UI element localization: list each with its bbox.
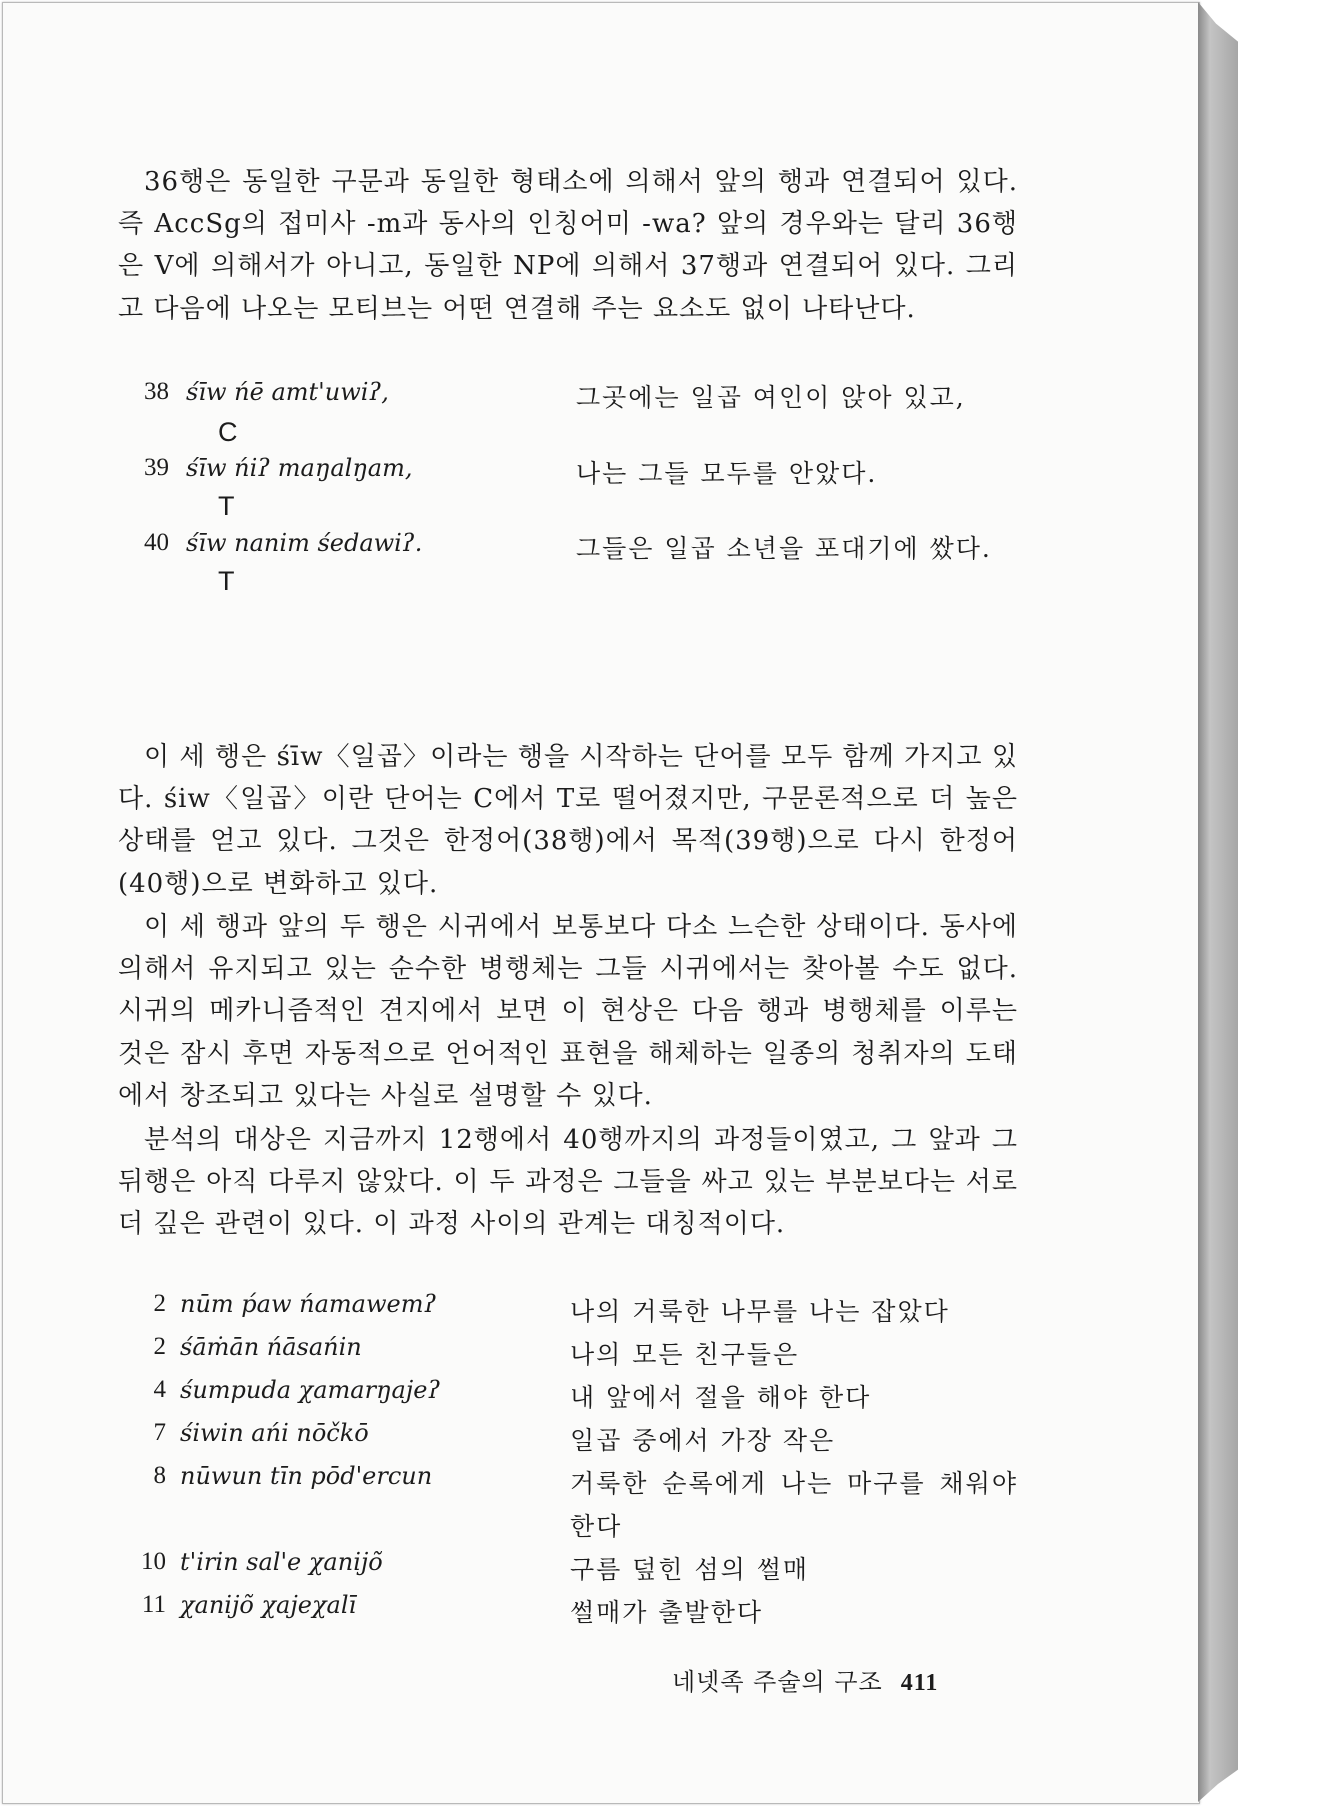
verse-mark: T [218, 491, 235, 521]
line-translation: 거룩한 순록에게 나는 마구를 채워야 한다 [570, 1469, 1018, 1541]
list-item [118, 1591, 1018, 1634]
verse-mark: T [218, 566, 235, 596]
page-edge [1198, 2, 1238, 1802]
line-list [118, 1290, 1018, 1634]
line-translation: 나의 모든 친구들은 [570, 1340, 800, 1369]
paragraph-4: 분석의 대상은 지금까지 12행에서 40행까지의 과정들이였고, 그 앞과 그 뒤행은 아직 다루지 않았다. 이 두 과정은 그들을 싸고 있는 부분보다는 서로 더 깊은 관련이 있다. 이 과정 사이의 관계는 대칭적이다. [118, 1125, 1018, 1240]
verse-row-38 [118, 378, 1048, 420]
line-translation: 나의 거룩한 나무를 나는 잡았다 [570, 1297, 950, 1326]
verse-translation: 그곳에는 일곱 여인이 앉아 있고, [576, 383, 966, 412]
line-number: 11 [141, 1591, 166, 1618]
verse-original: śīw nanim śedawiʔ. [186, 529, 423, 557]
line-number: 7 [153, 1419, 166, 1446]
verse-row-40 [118, 529, 1048, 571]
line-original: śumpuda χamarŋajeʔ [180, 1376, 441, 1404]
paragraph-2: 이 세 행은 śīw〈일곱〉이라는 행을 시작하는 단어를 모두 함께 가지고 있다. śiw〈일곱〉이란 단어는 C에서 T로 떨어졌지만, 구문론적으로 더 높은 상태를 얻고 있다. 그것은 한정어(38행)에서 목적(39행)으로 다시 한정어(40행)으로 변화하고 있다. [118, 742, 1018, 899]
verse-original: śīw ńē amt'uwiʔ, [186, 378, 389, 406]
line-original: nūwun tīn pōd'ercun [180, 1462, 433, 1490]
line-number: 2 [153, 1290, 166, 1317]
running-title: 네넷족 주술의 구조 [672, 1668, 883, 1696]
list-item [118, 1290, 1018, 1333]
list-item [118, 1376, 1018, 1419]
verse-translation: 그들은 일곱 소년을 포대기에 쌌다. [576, 534, 992, 563]
paragraph-1: 36행은 동일한 구문과 동일한 형태소에 의해서 앞의 행과 연결되어 있다. 즉 AccSg의 접미사 -m과 동사의 인칭어미 -wa? 앞의 경우와는 달리 36행은 V에 의해서가 아니고, 동일한 NP에 의해서 37행과 연결되어 있다. 그리고 다음에 나오는 모티브는 어떤 연결해 주는 요소도 없이 나타난다. [118, 167, 1018, 324]
line-translation: 일곱 중에서 가장 작은 [570, 1426, 836, 1455]
line-number: 2 [153, 1333, 166, 1360]
verse-original: śīw ńiʔ maŋalŋam, [186, 454, 413, 482]
line-original: śāṁān ńāsańin [180, 1333, 362, 1361]
verse-number: 39 [144, 454, 169, 481]
page-footer [672, 1662, 938, 1697]
list-item [118, 1419, 1018, 1462]
line-translation: 구름 덮힌 섬의 썰매 [570, 1555, 810, 1584]
verse-number: 40 [144, 529, 169, 556]
line-number: 4 [153, 1376, 166, 1403]
verse-translation: 나는 그들 모두를 안았다. [576, 459, 878, 488]
line-original: nūm ṕaw ńamawemʔ [180, 1290, 437, 1318]
verse-row-39 [118, 454, 1048, 496]
verse-number: 38 [144, 378, 169, 405]
line-number: 8 [153, 1462, 166, 1489]
list-item [118, 1462, 1018, 1548]
line-translation: 썰매가 출발한다 [570, 1598, 763, 1627]
line-number: 10 [141, 1548, 166, 1575]
line-original: śiwin ańi nōčkō [180, 1419, 369, 1447]
paragraph-3: 이 세 행과 앞의 두 행은 시귀에서 보통보다 다소 느슨한 상태이다. 동사에 의해서 유지되고 있는 순수한 병행체는 그들 시귀에서는 찾아볼 수도 없다. 시귀의 메카니즘적인 견지에서 보면 이 현상은 다음 행과 병행체를 이루는 것은 잠시 후면 자동적으로 언어적인 표현을 해체하는 일종의 청취자의 도태에서 창조되고 있다는 사실로 설명할 수 있다. [118, 912, 1018, 1111]
line-original: t'irin sal'e χanijõ [180, 1548, 383, 1576]
list-item [118, 1548, 1018, 1591]
line-translation: 내 앞에서 절을 해야 한다 [570, 1383, 872, 1412]
line-original: χanijõ χajeχalī [180, 1591, 357, 1619]
list-item [118, 1333, 1018, 1376]
verse-mark: C [218, 417, 238, 447]
page-number: 411 [900, 1670, 939, 1696]
